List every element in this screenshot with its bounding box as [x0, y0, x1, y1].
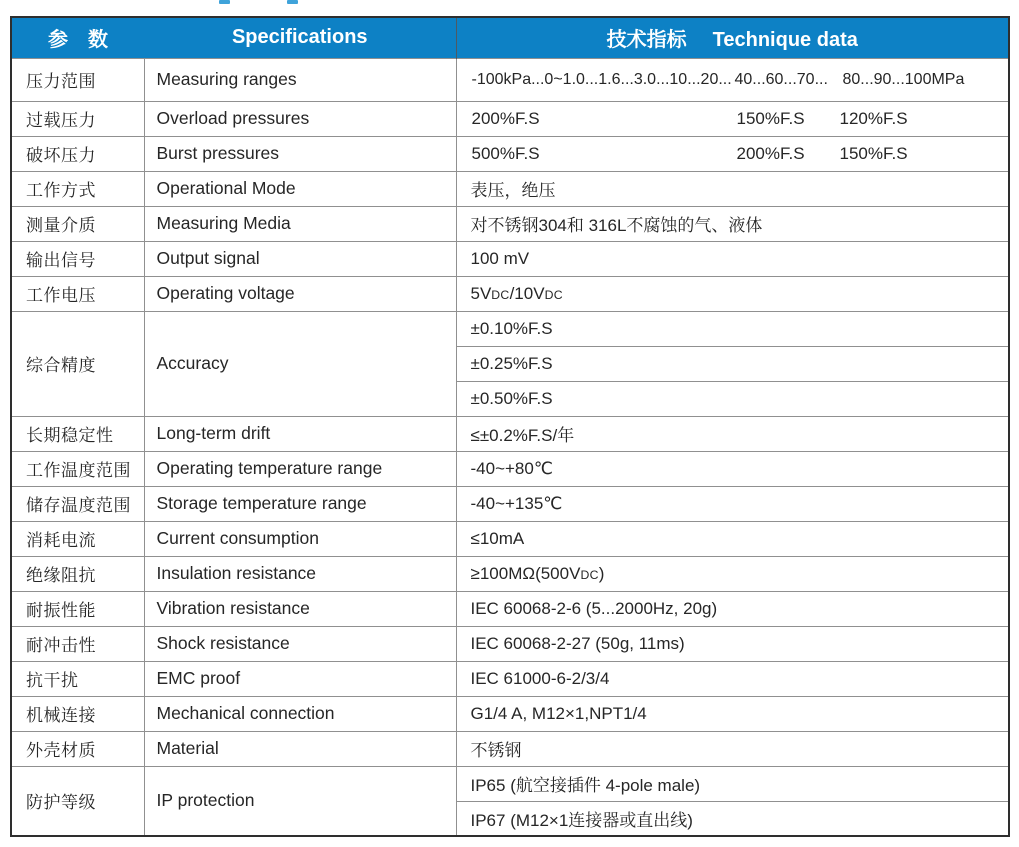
- header-tech-en: Technique data: [712, 29, 858, 52]
- value-cell: IEC 60068-2-6 (5...2000Hz, 20g): [456, 591, 1009, 626]
- param-en: Insulation resistance: [144, 556, 456, 591]
- param-en: Accuracy: [144, 311, 456, 416]
- param-zh: 防护等级: [11, 766, 144, 836]
- table-row: [11, 731, 1009, 766]
- param-en: Measuring Media: [144, 206, 456, 241]
- value-cell: IP65 (航空接插件 4-pole male): [456, 766, 1009, 801]
- header-specifications: Specifications: [144, 17, 456, 58]
- value-cell: [456, 58, 1009, 101]
- value-cell: IP67 (M12×1连接器或直出线): [456, 801, 1009, 836]
- table-row: [11, 171, 1009, 206]
- table-row: [11, 451, 1009, 486]
- param-en: EMC proof: [144, 661, 456, 696]
- param-en: IP protection: [144, 766, 456, 836]
- param-en: Operating voltage: [144, 276, 456, 311]
- table-row: [11, 241, 1009, 276]
- param-zh: 抗干扰: [11, 661, 144, 696]
- value-segment: 200%F.S: [736, 143, 805, 163]
- value-cell: ±0.50%F.S: [456, 381, 1009, 416]
- table-row: [11, 276, 1009, 311]
- value-cell: IEC 60068-2-27 (50g, 11ms): [456, 626, 1009, 661]
- param-zh: 耐振性能: [11, 591, 144, 626]
- param-en: Storage temperature range: [144, 486, 456, 521]
- value-cell: 100 mV: [456, 241, 1009, 276]
- value-cell: [456, 136, 1009, 171]
- table-row: [11, 311, 1009, 346]
- cropped-heading-fragment: [287, 0, 298, 4]
- table-row: [11, 521, 1009, 556]
- param-en: Material: [144, 731, 456, 766]
- param-zh: 测量介质: [11, 206, 144, 241]
- param-en: Vibration resistance: [144, 591, 456, 626]
- value-cell: 对不锈钢304和 316L不腐蚀的气、液体: [456, 206, 1009, 241]
- param-en: Burst pressures: [144, 136, 456, 171]
- value-cell: 不锈钢: [456, 731, 1009, 766]
- param-zh: 机械连接: [11, 696, 144, 731]
- table-row: [11, 661, 1009, 696]
- param-zh: 工作温度范围: [11, 451, 144, 486]
- value-cell: 5VDC/10VDC: [456, 276, 1009, 311]
- value-segment: 200%F.S: [471, 108, 540, 128]
- param-zh: 外壳材质: [11, 731, 144, 766]
- table-row: [11, 416, 1009, 451]
- table-row: [11, 556, 1009, 591]
- header-tech-zh: 技术指标: [606, 29, 687, 52]
- param-zh: 工作方式: [11, 171, 144, 206]
- param-zh: 工作电压: [11, 276, 144, 311]
- value-cell: IEC 61000-6-2/3/4: [456, 661, 1009, 696]
- table-row: [11, 626, 1009, 661]
- table-row: [11, 206, 1009, 241]
- param-en: Output signal: [144, 241, 456, 276]
- param-zh: 输出信号: [11, 241, 144, 276]
- header-technique-data: [456, 17, 1009, 58]
- param-en: Shock resistance: [144, 626, 456, 661]
- value-segment: 120%F.S: [839, 108, 908, 128]
- value-cell: -40~+135℃: [456, 486, 1009, 521]
- table-row: [11, 58, 1009, 101]
- param-zh: 破坏压力: [11, 136, 144, 171]
- cropped-heading-fragment: [219, 0, 230, 4]
- value-segment: 150%F.S: [736, 108, 805, 128]
- value-cell: G1/4 A, M12×1,NPT1/4: [456, 696, 1009, 731]
- param-zh: 耐冲击性: [11, 626, 144, 661]
- table-row: [11, 101, 1009, 136]
- spec-table: [10, 16, 1010, 837]
- value-segment: 40...60...70...: [734, 70, 828, 88]
- value-cell: ±0.25%F.S: [456, 346, 1009, 381]
- table-row: [11, 136, 1009, 171]
- param-en: Overload pressures: [144, 101, 456, 136]
- param-zh: 储存温度范围: [11, 486, 144, 521]
- param-zh: 绝缘阻抗: [11, 556, 144, 591]
- value-cell: [456, 101, 1009, 136]
- param-zh: 过载压力: [11, 101, 144, 136]
- param-en: Operational Mode: [144, 171, 456, 206]
- param-en: Current consumption: [144, 521, 456, 556]
- value-segment: 500%F.S: [471, 143, 540, 163]
- param-zh: 综合精度: [11, 311, 144, 416]
- param-zh: 压力范围: [11, 58, 144, 101]
- value-segment: 80...90...100MPa: [842, 70, 965, 88]
- param-zh: 长期稳定性: [11, 416, 144, 451]
- value-segment: -100kPa...0~1.0...1.6...3.0...10...20...: [471, 70, 732, 88]
- table-row: [11, 486, 1009, 521]
- value-cell: 表压，绝压: [456, 171, 1009, 206]
- param-en: Long-term drift: [144, 416, 456, 451]
- param-en: Mechanical connection: [144, 696, 456, 731]
- table-header: [11, 17, 1009, 58]
- value-cell: -40~+80℃: [456, 451, 1009, 486]
- param-en: Measuring ranges: [144, 58, 456, 101]
- header-param-zh: 参 数: [11, 17, 144, 58]
- table-row: [11, 696, 1009, 731]
- value-cell: ≥100MΩ(500VDC): [456, 556, 1009, 591]
- param-zh: 消耗电流: [11, 521, 144, 556]
- value-cell: ≤10mA: [456, 521, 1009, 556]
- param-en: Operating temperature range: [144, 451, 456, 486]
- table-row: [11, 766, 1009, 801]
- value-cell: ±0.10%F.S: [456, 311, 1009, 346]
- table-row: [11, 591, 1009, 626]
- value-segment: 150%F.S: [839, 143, 908, 163]
- value-cell: ≤±0.2%F.S/年: [456, 416, 1009, 451]
